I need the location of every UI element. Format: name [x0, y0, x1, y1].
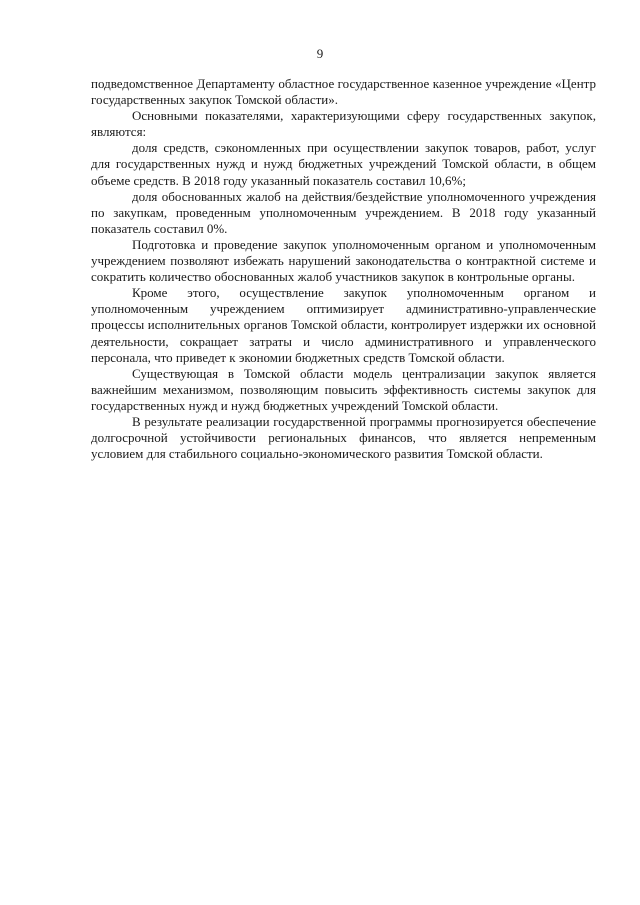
- paragraph-outcome: В результате реализации государственной программы прогнозируется обеспечение долгосрочной устойчивости региональных финансов, что является непременным условием для стабильного социально-экономического развития Томской области.: [91, 413, 596, 462]
- document-body: [91, 76, 596, 462]
- paragraph-indicator-savings: доля средств, сэкономленных при осуществлении закупок товаров, работ, услуг для государственных нужд и нужд бюджетных учреждений Томской области, в общем объеме средств. В 2018 году указанный показатель составил 10,6%;: [91, 140, 596, 188]
- page-number: 9: [316, 46, 324, 61]
- paragraph-continuation: подведомственное Департаменту областное государственное казенное учреждение «Центр государственных закупок Томской области».: [91, 76, 596, 108]
- paragraph-optimization: Кроме этого, осуществление закупок уполномоченным органом и уполномоченным учреждением оптимизирует административно-управленческие процессы исполнительных органов Томской области, контролирует издержки их основной деятельности, сокращает затраты и число административного и управленческого персонала, что приведет к экономии бюджетных средств Томской области.: [91, 285, 596, 365]
- paragraph-centralization: Существующая в Томской области модель централизации закупок является важнейшим механизмом, позволяющим повысить эффективность системы закупок для государственных нужд и нужд бюджетных учреждений Томской области.: [91, 365, 596, 413]
- paragraph-preparation: Подготовка и проведение закупок уполномоченным органом и уполномоченным учреждением позволяют избежать нарушений законодательства о контрактной системе и сократить количество обоснованных жалоб участников закупок в контрольные органы.: [91, 236, 596, 285]
- paragraph-indicator-complaints: доля обоснованных жалоб на действия/бездействие уполномоченного учреждения по закупкам, проведенным уполномоченным учреждением. В 2018 году указанный показатель составил 0%.: [91, 188, 596, 236]
- paragraph-indicators-intro: Основными показателями, характеризующими сферу государственных закупок, являются:: [91, 108, 596, 140]
